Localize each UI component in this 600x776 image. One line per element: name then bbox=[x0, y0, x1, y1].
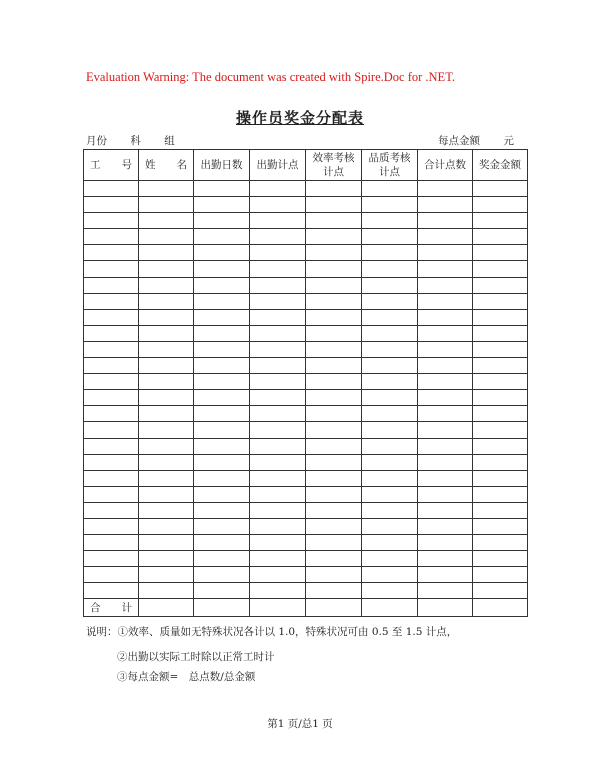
header-name: 姓 名 bbox=[139, 150, 194, 181]
table-cell[interactable] bbox=[306, 486, 362, 502]
table-cell[interactable] bbox=[473, 293, 528, 309]
table-cell[interactable] bbox=[194, 406, 250, 422]
table-cell[interactable] bbox=[84, 374, 139, 390]
table-cell[interactable] bbox=[139, 454, 194, 470]
table-cell[interactable] bbox=[250, 567, 306, 583]
table-cell[interactable] bbox=[139, 567, 194, 583]
table-row bbox=[84, 583, 528, 599]
table-cell[interactable] bbox=[139, 229, 194, 245]
table-cell[interactable] bbox=[362, 390, 418, 406]
table-cell[interactable] bbox=[473, 551, 528, 567]
table-cell[interactable] bbox=[194, 341, 250, 357]
table-cell[interactable] bbox=[84, 181, 139, 197]
table-cell[interactable] bbox=[473, 438, 528, 454]
table-cell[interactable] bbox=[84, 518, 139, 534]
table-cell[interactable] bbox=[473, 390, 528, 406]
table-cell[interactable] bbox=[250, 535, 306, 551]
table-cell[interactable] bbox=[139, 599, 194, 617]
table-cell[interactable] bbox=[362, 213, 418, 229]
table-cell[interactable] bbox=[194, 181, 250, 197]
table-cell[interactable] bbox=[418, 502, 473, 518]
table-cell[interactable] bbox=[473, 325, 528, 341]
table-cell[interactable] bbox=[306, 438, 362, 454]
table-cell[interactable] bbox=[250, 470, 306, 486]
table-cell[interactable] bbox=[139, 358, 194, 374]
table-cell[interactable] bbox=[418, 454, 473, 470]
table-cell[interactable] bbox=[306, 293, 362, 309]
table-cell[interactable] bbox=[250, 213, 306, 229]
table-cell[interactable] bbox=[84, 261, 139, 277]
table-cell[interactable] bbox=[473, 197, 528, 213]
month-label: 月份 bbox=[86, 135, 107, 147]
table-cell[interactable] bbox=[418, 358, 473, 374]
table-cell[interactable] bbox=[306, 567, 362, 583]
table-cell[interactable] bbox=[362, 567, 418, 583]
header-attendance-points: 出勤计点 bbox=[250, 150, 306, 181]
table-cell[interactable] bbox=[194, 454, 250, 470]
table-cell[interactable] bbox=[362, 518, 418, 534]
table-cell[interactable] bbox=[139, 374, 194, 390]
table-cell[interactable] bbox=[473, 309, 528, 325]
table-row bbox=[84, 341, 528, 357]
table-cell[interactable] bbox=[362, 486, 418, 502]
bonus-table bbox=[83, 149, 528, 617]
header-bonus-amount: 奖金金额 bbox=[473, 150, 528, 181]
table-cell[interactable] bbox=[306, 245, 362, 261]
table-cell[interactable] bbox=[473, 470, 528, 486]
table-cell[interactable] bbox=[84, 341, 139, 357]
table-cell[interactable] bbox=[306, 277, 362, 293]
page-title: 操作员奖金分配表 bbox=[235, 109, 364, 127]
table-cell[interactable] bbox=[473, 406, 528, 422]
table-cell[interactable] bbox=[418, 486, 473, 502]
header-efficiency-points: 效率考核 计点 bbox=[306, 150, 362, 181]
table-row bbox=[84, 213, 528, 229]
table-cell[interactable] bbox=[473, 213, 528, 229]
table-header-row bbox=[84, 150, 528, 181]
table-row bbox=[84, 358, 528, 374]
table-cell[interactable] bbox=[306, 454, 362, 470]
table-cell[interactable] bbox=[194, 470, 250, 486]
table-cell[interactable] bbox=[473, 454, 528, 470]
table-cell[interactable] bbox=[250, 181, 306, 197]
table-cell[interactable] bbox=[139, 277, 194, 293]
table-cell[interactable] bbox=[84, 390, 139, 406]
table-cell[interactable] bbox=[84, 422, 139, 438]
table-cell[interactable] bbox=[194, 599, 250, 617]
table-cell[interactable] bbox=[194, 293, 250, 309]
table-cell[interactable] bbox=[250, 358, 306, 374]
table-cell[interactable] bbox=[306, 358, 362, 374]
table-cell[interactable] bbox=[362, 535, 418, 551]
table-cell[interactable] bbox=[418, 261, 473, 277]
table-row bbox=[84, 197, 528, 213]
table-cell[interactable] bbox=[250, 599, 306, 617]
table-cell[interactable] bbox=[250, 261, 306, 277]
table-cell[interactable] bbox=[473, 567, 528, 583]
unit-label: 元 bbox=[503, 135, 514, 147]
table-cell[interactable] bbox=[306, 502, 362, 518]
table-cell[interactable] bbox=[84, 535, 139, 551]
table-cell[interactable] bbox=[362, 277, 418, 293]
table-cell[interactable] bbox=[250, 438, 306, 454]
note-line-3: ③每点金额= 总点数/总金额 bbox=[117, 671, 256, 683]
table-cell[interactable] bbox=[139, 197, 194, 213]
table-cell[interactable] bbox=[418, 213, 473, 229]
table-row bbox=[84, 374, 528, 390]
table-cell[interactable] bbox=[84, 325, 139, 341]
table-row bbox=[84, 535, 528, 551]
table-cell[interactable] bbox=[306, 470, 362, 486]
table-cell[interactable] bbox=[194, 197, 250, 213]
table-cell[interactable] bbox=[250, 502, 306, 518]
table-row bbox=[84, 325, 528, 341]
table-cell[interactable] bbox=[84, 454, 139, 470]
table-row bbox=[84, 470, 528, 486]
table-cell[interactable] bbox=[362, 583, 418, 599]
table-cell[interactable] bbox=[194, 390, 250, 406]
table-cell[interactable] bbox=[362, 293, 418, 309]
table-cell[interactable] bbox=[306, 422, 362, 438]
table-cell[interactable] bbox=[418, 599, 473, 617]
table-cell[interactable] bbox=[139, 390, 194, 406]
table-cell[interactable] bbox=[84, 502, 139, 518]
table-cell[interactable] bbox=[84, 293, 139, 309]
table-cell[interactable] bbox=[194, 374, 250, 390]
note-line-1: 说明：①效率、质量如无特殊状况各计以 1.0，特殊状况可由 0.5 至 1.5 计点， bbox=[86, 626, 458, 638]
table-cell[interactable] bbox=[473, 277, 528, 293]
table-cell[interactable] bbox=[139, 406, 194, 422]
table-cell[interactable] bbox=[362, 341, 418, 357]
table-cell[interactable] bbox=[306, 325, 362, 341]
table-cell[interactable] bbox=[362, 422, 418, 438]
table-cell[interactable] bbox=[139, 486, 194, 502]
table-cell[interactable] bbox=[306, 374, 362, 390]
table-cell[interactable] bbox=[418, 390, 473, 406]
table-cell[interactable] bbox=[194, 583, 250, 599]
table-cell[interactable] bbox=[84, 406, 139, 422]
table-cell[interactable] bbox=[362, 551, 418, 567]
table-cell[interactable] bbox=[250, 583, 306, 599]
header-employee-id: 工 号 bbox=[84, 150, 139, 181]
table-cell[interactable] bbox=[306, 309, 362, 325]
table-cell[interactable] bbox=[139, 181, 194, 197]
table-cell[interactable] bbox=[362, 502, 418, 518]
table-cell[interactable] bbox=[473, 358, 528, 374]
table-cell[interactable] bbox=[250, 422, 306, 438]
table-cell[interactable] bbox=[139, 438, 194, 454]
table-cell[interactable] bbox=[362, 406, 418, 422]
table-cell[interactable] bbox=[418, 567, 473, 583]
table-cell[interactable] bbox=[362, 325, 418, 341]
table-cell[interactable] bbox=[194, 567, 250, 583]
per-point-label: 每点金额 bbox=[438, 135, 480, 147]
table-cell[interactable] bbox=[418, 422, 473, 438]
table-row bbox=[84, 277, 528, 293]
table-cell[interactable] bbox=[418, 277, 473, 293]
header-total-points: 合计点数 bbox=[418, 150, 473, 181]
group-label: 组 bbox=[164, 135, 175, 147]
table-cell[interactable] bbox=[250, 197, 306, 213]
table-cell[interactable] bbox=[84, 567, 139, 583]
table-cell[interactable] bbox=[194, 438, 250, 454]
meta-right bbox=[438, 133, 514, 148]
table-cell[interactable] bbox=[194, 502, 250, 518]
page-footer: 第1 页/总1 页 bbox=[267, 718, 333, 730]
table-cell[interactable] bbox=[250, 277, 306, 293]
table-cell[interactable] bbox=[418, 551, 473, 567]
table-cell[interactable] bbox=[139, 583, 194, 599]
table-cell[interactable] bbox=[194, 325, 250, 341]
table-cell[interactable] bbox=[306, 390, 362, 406]
table-cell[interactable] bbox=[84, 213, 139, 229]
table-cell[interactable] bbox=[84, 197, 139, 213]
table-cell[interactable] bbox=[418, 406, 473, 422]
table-cell[interactable] bbox=[473, 341, 528, 357]
table-cell[interactable] bbox=[362, 438, 418, 454]
table-cell[interactable] bbox=[362, 599, 418, 617]
table-row bbox=[84, 309, 528, 325]
table-cell[interactable] bbox=[362, 358, 418, 374]
table-cell[interactable] bbox=[418, 197, 473, 213]
table-cell[interactable] bbox=[362, 374, 418, 390]
table-cell[interactable] bbox=[84, 583, 139, 599]
table-row bbox=[84, 406, 528, 422]
table-cell[interactable] bbox=[418, 309, 473, 325]
table-row bbox=[84, 390, 528, 406]
table-cell[interactable] bbox=[473, 599, 528, 617]
table-row bbox=[84, 181, 528, 197]
table-cell[interactable] bbox=[250, 245, 306, 261]
table-cell[interactable] bbox=[84, 245, 139, 261]
table-cell[interactable] bbox=[362, 197, 418, 213]
table-cell[interactable] bbox=[139, 518, 194, 534]
table-cell[interactable] bbox=[250, 551, 306, 567]
table-cell[interactable] bbox=[306, 213, 362, 229]
note-line-2: ②出勤以实际工时除以正常工时计 bbox=[117, 651, 275, 663]
table-cell[interactable] bbox=[418, 374, 473, 390]
total-row bbox=[84, 599, 528, 617]
table-row bbox=[84, 486, 528, 502]
table-row bbox=[84, 551, 528, 567]
table-row bbox=[84, 518, 528, 534]
table-cell[interactable] bbox=[306, 197, 362, 213]
table-cell[interactable] bbox=[139, 502, 194, 518]
table-cell[interactable] bbox=[194, 213, 250, 229]
table-cell[interactable] bbox=[306, 229, 362, 245]
table-cell[interactable] bbox=[139, 422, 194, 438]
table-cell[interactable] bbox=[194, 245, 250, 261]
table-cell[interactable] bbox=[84, 358, 139, 374]
table-cell[interactable] bbox=[84, 229, 139, 245]
table-cell[interactable] bbox=[84, 438, 139, 454]
header-attendance-days: 出勤日数 bbox=[194, 150, 250, 181]
table-cell[interactable] bbox=[418, 325, 473, 341]
table-cell[interactable] bbox=[139, 261, 194, 277]
table-row bbox=[84, 454, 528, 470]
table-row bbox=[84, 261, 528, 277]
dept-label: 科 bbox=[130, 135, 141, 147]
table-cell[interactable] bbox=[194, 486, 250, 502]
table-cell[interactable] bbox=[194, 422, 250, 438]
evaluation-warning: Evaluation Warning: The document was created with Spire.Doc for .NET. bbox=[86, 70, 456, 84]
table-cell[interactable] bbox=[473, 261, 528, 277]
table-cell[interactable] bbox=[84, 470, 139, 486]
table-cell[interactable] bbox=[473, 422, 528, 438]
table-cell[interactable] bbox=[194, 535, 250, 551]
table-cell[interactable] bbox=[306, 341, 362, 357]
total-label: 合 计 bbox=[84, 599, 139, 617]
table-cell[interactable] bbox=[250, 486, 306, 502]
table-cell[interactable] bbox=[418, 438, 473, 454]
table-cell[interactable] bbox=[306, 261, 362, 277]
table-cell[interactable] bbox=[362, 309, 418, 325]
table-row bbox=[84, 293, 528, 309]
table-cell[interactable] bbox=[362, 261, 418, 277]
table-cell[interactable] bbox=[418, 583, 473, 599]
table-row bbox=[84, 502, 528, 518]
table-cell[interactable] bbox=[250, 341, 306, 357]
table-cell[interactable] bbox=[473, 229, 528, 245]
table-cell[interactable] bbox=[194, 277, 250, 293]
table-cell[interactable] bbox=[306, 583, 362, 599]
table-cell[interactable] bbox=[84, 486, 139, 502]
table-cell[interactable] bbox=[139, 551, 194, 567]
table-cell[interactable] bbox=[362, 181, 418, 197]
table-cell[interactable] bbox=[194, 551, 250, 567]
table-cell[interactable] bbox=[418, 181, 473, 197]
table-cell[interactable] bbox=[306, 551, 362, 567]
table-cell[interactable] bbox=[473, 486, 528, 502]
table-cell[interactable] bbox=[362, 454, 418, 470]
table-cell[interactable] bbox=[418, 293, 473, 309]
table-cell[interactable] bbox=[418, 341, 473, 357]
table-cell[interactable] bbox=[84, 309, 139, 325]
table-cell[interactable] bbox=[250, 229, 306, 245]
table-cell[interactable] bbox=[473, 245, 528, 261]
table-cell[interactable] bbox=[139, 535, 194, 551]
table-cell[interactable] bbox=[306, 181, 362, 197]
table-cell[interactable] bbox=[139, 245, 194, 261]
table-cell[interactable] bbox=[194, 229, 250, 245]
table-cell[interactable] bbox=[194, 518, 250, 534]
table-cell[interactable] bbox=[139, 470, 194, 486]
meta-left bbox=[86, 133, 195, 148]
table-cell[interactable] bbox=[418, 229, 473, 245]
table-cell[interactable] bbox=[473, 535, 528, 551]
table-cell[interactable] bbox=[139, 325, 194, 341]
table-cell[interactable] bbox=[362, 229, 418, 245]
table-cell[interactable] bbox=[194, 358, 250, 374]
table-cell[interactable] bbox=[306, 599, 362, 617]
table-cell[interactable] bbox=[362, 245, 418, 261]
table-row bbox=[84, 422, 528, 438]
table-row bbox=[84, 245, 528, 261]
table-cell[interactable] bbox=[250, 374, 306, 390]
table-cell[interactable] bbox=[473, 181, 528, 197]
table-cell[interactable] bbox=[194, 261, 250, 277]
table-cell[interactable] bbox=[250, 518, 306, 534]
table-cell[interactable] bbox=[250, 406, 306, 422]
header-quality-points: 品质考核 计点 bbox=[362, 150, 418, 181]
table-cell[interactable] bbox=[418, 535, 473, 551]
table-cell[interactable] bbox=[473, 518, 528, 534]
table-cell[interactable] bbox=[418, 470, 473, 486]
table-cell[interactable] bbox=[418, 245, 473, 261]
table-cell[interactable] bbox=[250, 325, 306, 341]
table-cell[interactable] bbox=[306, 535, 362, 551]
table-cell[interactable] bbox=[139, 309, 194, 325]
table-cell[interactable] bbox=[250, 454, 306, 470]
table-cell[interactable] bbox=[306, 406, 362, 422]
table-row bbox=[84, 567, 528, 583]
table-cell[interactable] bbox=[84, 551, 139, 567]
table-cell[interactable] bbox=[139, 213, 194, 229]
table-cell[interactable] bbox=[250, 390, 306, 406]
table-cell[interactable] bbox=[473, 374, 528, 390]
table-cell[interactable] bbox=[473, 502, 528, 518]
table-cell[interactable] bbox=[362, 470, 418, 486]
table-cell[interactable] bbox=[250, 309, 306, 325]
table-cell[interactable] bbox=[139, 293, 194, 309]
table-cell[interactable] bbox=[84, 277, 139, 293]
table-row bbox=[84, 229, 528, 245]
table-cell[interactable] bbox=[250, 293, 306, 309]
table-cell[interactable] bbox=[139, 341, 194, 357]
table-cell[interactable] bbox=[473, 583, 528, 599]
table-cell[interactable] bbox=[418, 518, 473, 534]
table-row bbox=[84, 438, 528, 454]
table-cell[interactable] bbox=[194, 309, 250, 325]
table-cell[interactable] bbox=[306, 518, 362, 534]
